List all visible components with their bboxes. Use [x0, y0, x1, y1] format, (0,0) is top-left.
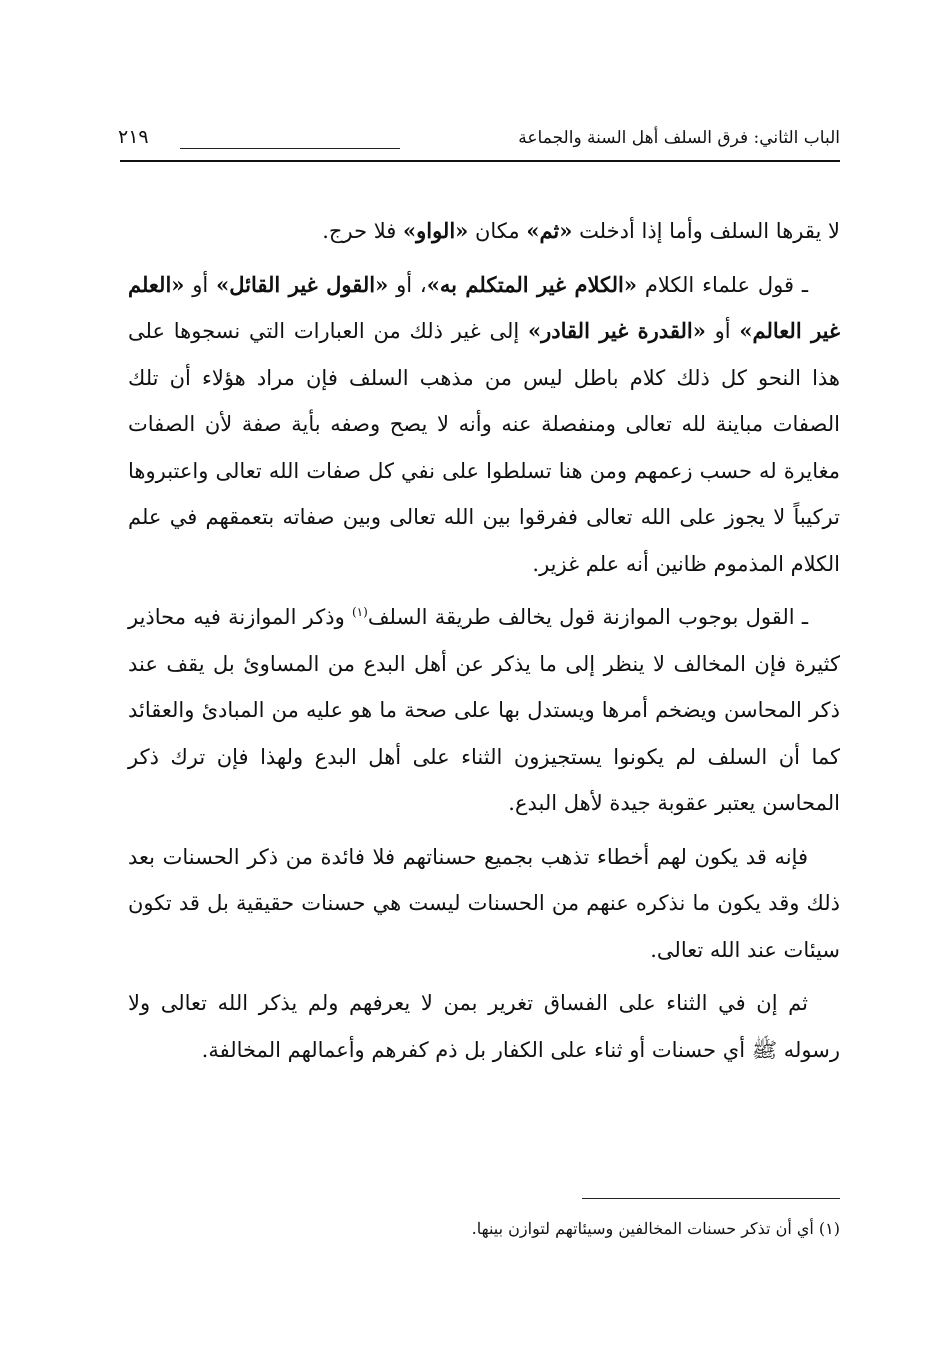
text-run: إلى غير ذلك من العبارات التي نسجوها على هذا النحو كل ذلك كلام باطل ليس من مذهب السلف فإن مراد هؤلاء أن تلك الصفات مباينة لله تعالى ومنفصلة عنه وأنه لا يصح وصفه بأية صفة لأن الصفات مغايرة له حسب زعمهم ومن هنا تسلطوا على نفي كل صفات الله تعالى واعتبروها تركيباً لا يجوز على الله تعالى ففرقوا بين الله تعالى وبين صفاته بتعمقهم في علم الكلام المذموم ظانين أنه علم غزير.	[128, 319, 840, 576]
text-run: ، أو	[388, 272, 427, 297]
text-run: ـ قول علماء الكلام	[637, 272, 808, 297]
footnote-separator	[582, 1198, 840, 1199]
footnote: (١) أي أن تذكر حسنات المخالفين وسيئاتهم لتوازن بينها.	[471, 1219, 840, 1238]
bold-term: «الواو»	[402, 218, 469, 243]
chapter-title: الباب الثاني: فرق السلف أهل السنة والجماعة	[518, 128, 840, 148]
text-run: ـ القول بوجوب الموازنة قول يخالف طريقة السلف	[367, 605, 809, 629]
bold-term: «الكلام غير المتكلم به»	[426, 271, 638, 297]
page-number: ٢١٩	[118, 126, 149, 148]
paragraph-4: فإنه قد يكون لهم أخطاء تذهب بجميع حسناتهم فلا فائدة من ذكر الحسنات بعد ذلك وقد يكون ما نذكره عنهم من الحسنات ليست هي حسنات حقيقية بل قد تكون سيئات عند الله تعالى.	[128, 844, 840, 962]
text-run: مكان	[468, 219, 527, 243]
paragraph-5: ثم إن في الثناء على الفساق تغرير بمن لا يعرفهم ولم يذكر الله تعالى ولا رسوله ﷺ أي حسنات أو ثناء على الكفار بل ذم كفرهم وأعمالهم المخالفة.	[128, 991, 840, 1062]
header-divider	[120, 160, 840, 162]
text-run: لا يقرها السلف وأما إذا أدخلت	[572, 219, 840, 243]
paragraph-2	[128, 262, 840, 588]
text-run: أو	[184, 272, 217, 297]
bold-term: «القدرة غير القادر»	[528, 318, 706, 343]
header-leader-line	[180, 148, 400, 149]
main-text	[128, 208, 840, 1073]
footnote-reference[interactable]: (١)	[351, 605, 368, 619]
bold-term: «العلم غير العالم»	[128, 271, 840, 343]
text-run: أو	[705, 319, 740, 343]
page-header	[118, 122, 840, 162]
text-run: فلا حرج.	[322, 219, 403, 243]
paragraph-3	[128, 594, 840, 827]
paragraph-1	[128, 208, 840, 255]
text-run: وذكر الموازنة فيه محاذير كثيرة فإن المخالف لا ينظر إلى ما يذكر عن أهل البدع من المساوئ بل يقف عند ذكر المحاسن ويضخم أمرها ويستدل بها على صحة ما هو عليه من المبادئ والعقائد كما أن السلف لم يكونوا يستجيزون الثناء على أهل البدع ولهذا فإن ترك ذكر المحاسن يعتبر عقوبة جيدة لأهل البدع.	[128, 605, 840, 815]
bold-term: «القول غير القائل»	[216, 271, 389, 297]
bold-term: «ثم»	[526, 218, 573, 243]
